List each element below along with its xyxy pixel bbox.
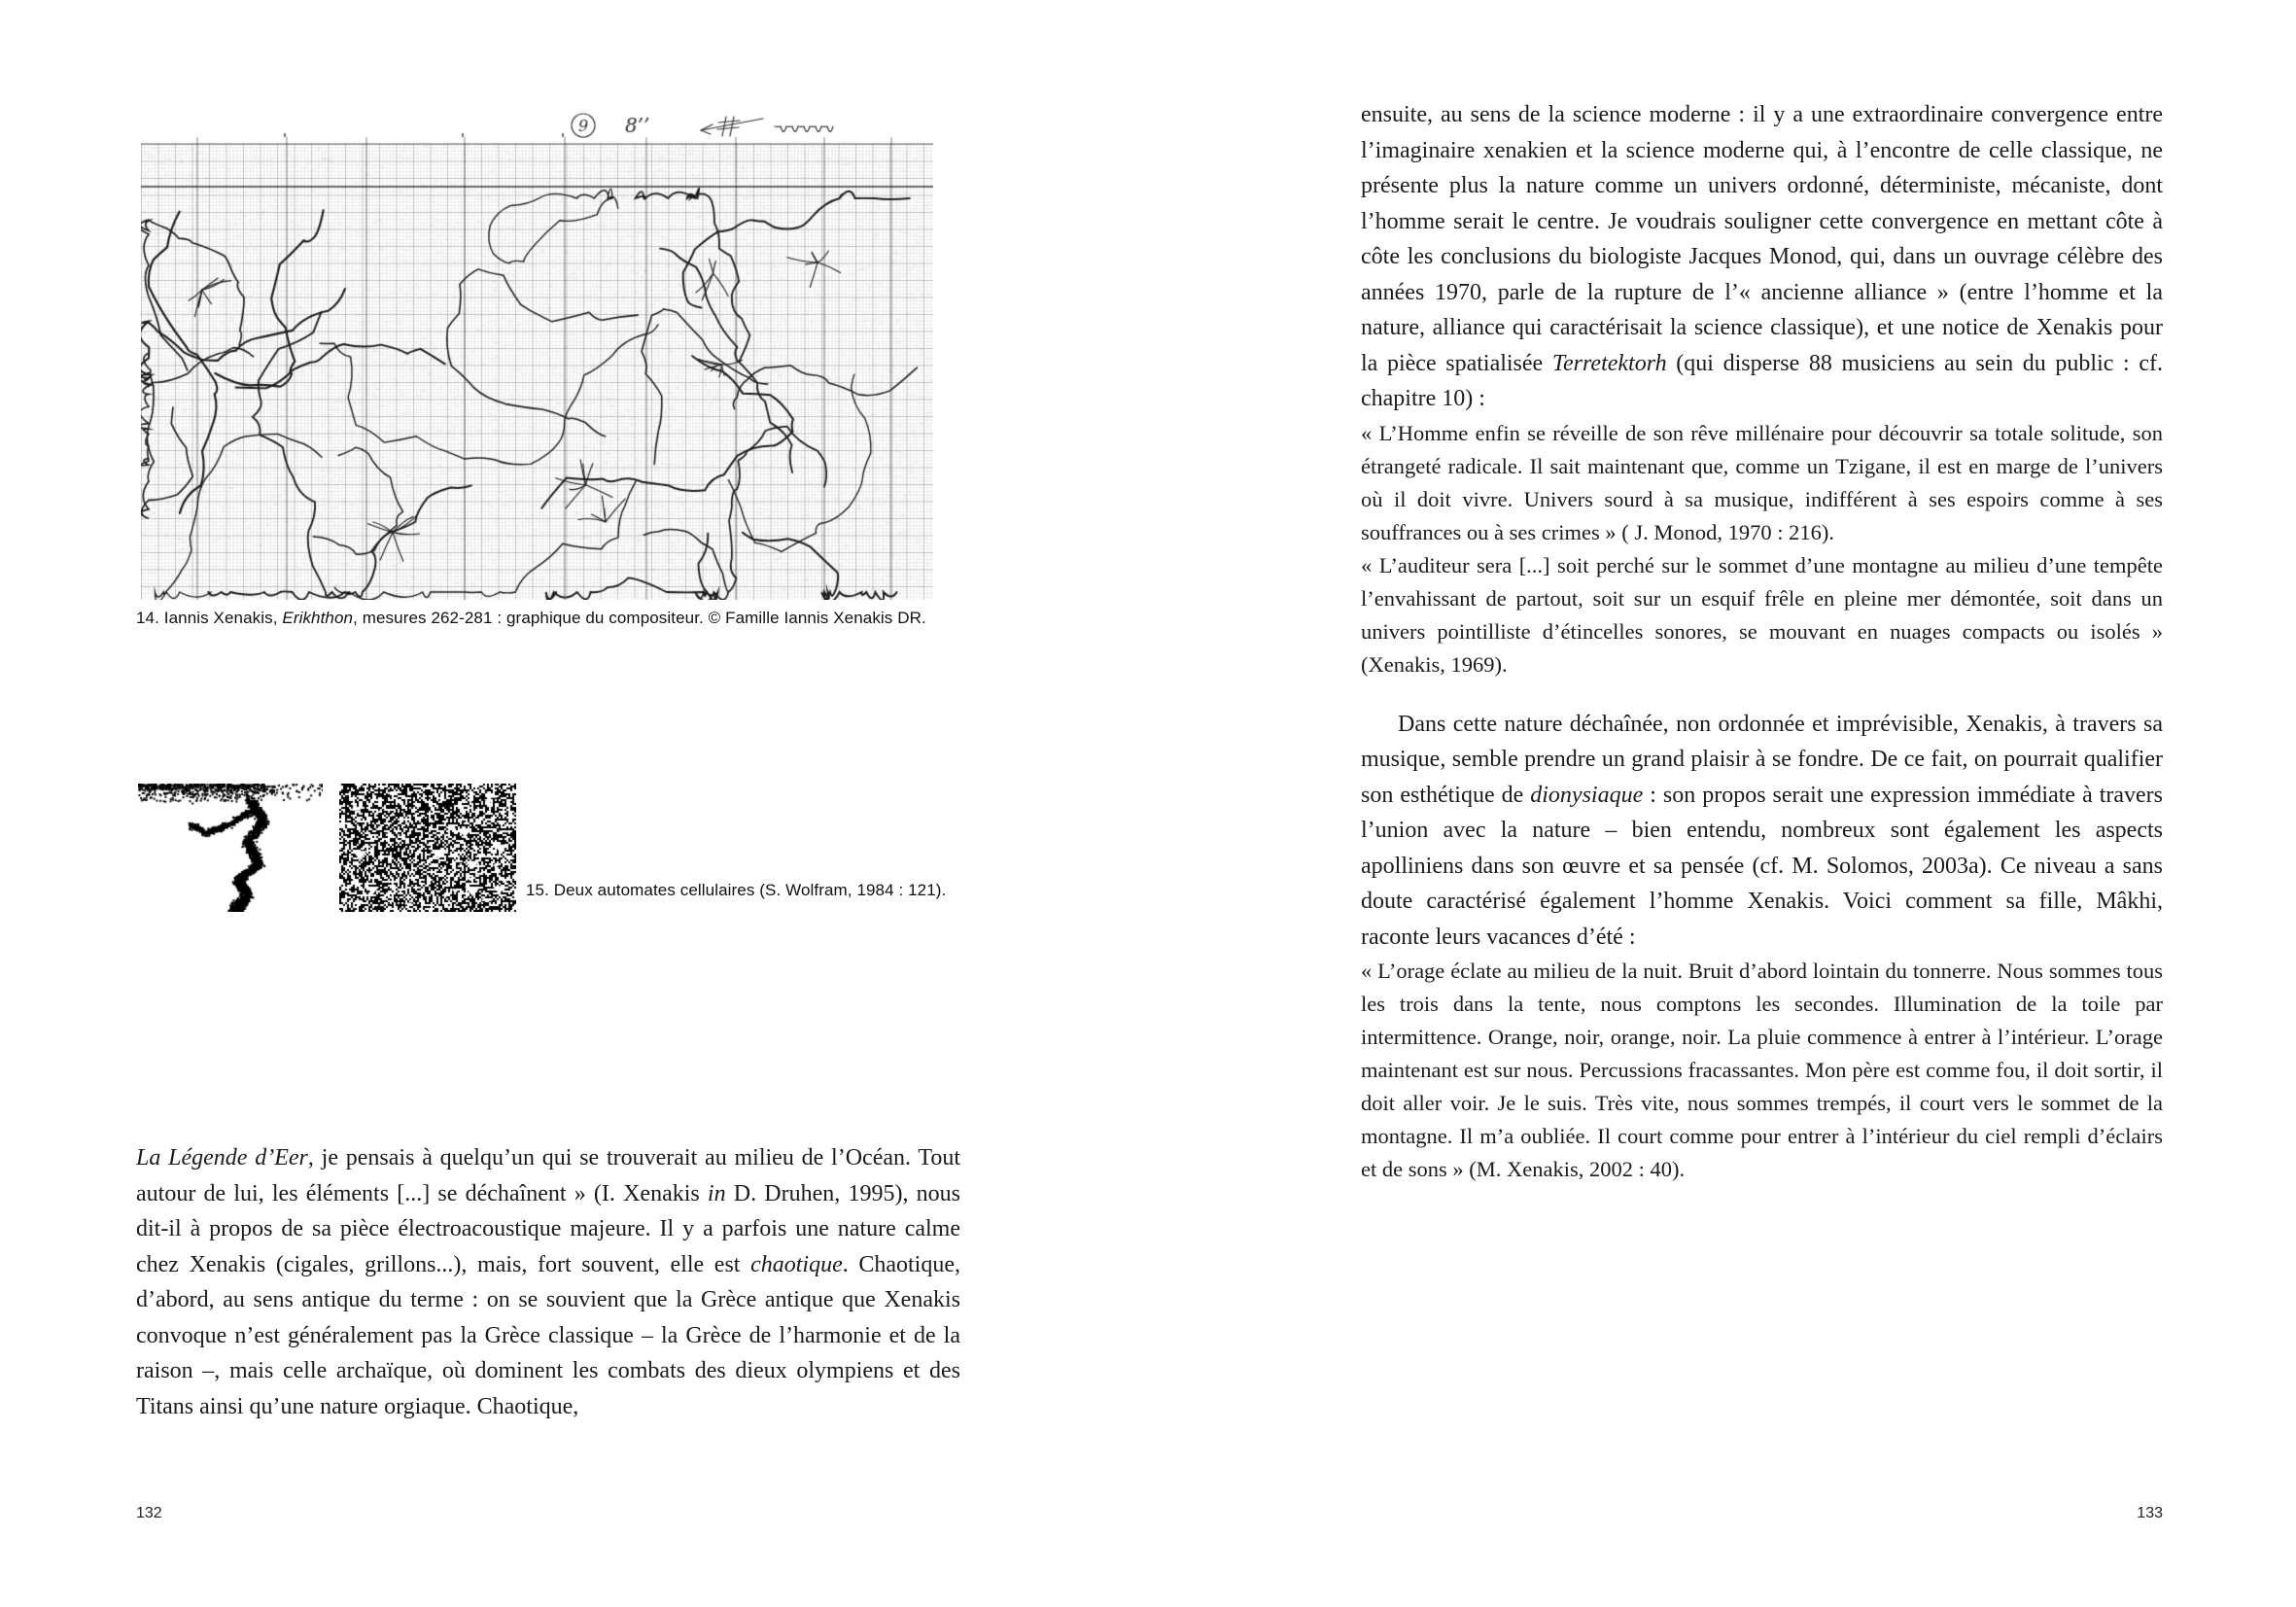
figure15-caption: 15. Deux automates cellulaires (S. Wolfram, 1984 : 121). (526, 881, 947, 899)
left-page-paragraph: La Légende d’Eer, je pensais à quelqu’un qui se trouverait au milieu de l’Océan. Tout autour de lui, les éléments [...] se déchaînent » (I. Xenakis in D. Druhen, 1995), nous dit-il à propos de sa pièce électroacoustique majeure. Il y a parfois une nature calme chez Xenakis (cigales, grillons...), mais, fort souvent, elle est chaotique. Chaotique, d’abord, au sens antique du terme : on se souvient que la Grèce antique que Xenakis convoque n’est généralement pas la Grèce classique – la Grèce de l’harmonie et de la raison –, mais celle archaïque, où dominent les combats des dieux olympiens et des Titans ainsi qu’une nature orgiaque. Chaotique, (136, 1145, 961, 1419)
monod-quote: « L’Homme enfin se réveille de son rêve millénaire pour découvrir sa totale solitude, son étrangeté radicale. Il sait maintenant que, comme un Tzigane, il est en marge de l’univers où il doit vivre. Univers sourd à sa musique, indifférent à ses espoirs comme à ses souffrances ou à ses crimes » ( J. Monod, 1970 : 216). (1361, 420, 2163, 544)
left-page-number: 132 (136, 1505, 162, 1521)
cellular-automaton-image-2 (339, 784, 516, 912)
right-page-text-column (1361, 97, 2163, 1186)
right-page-number: 133 (2137, 1505, 2163, 1521)
cellular-automaton-image-1 (138, 784, 323, 912)
right-page (1148, 0, 2296, 1607)
figure14-caption: 14. Iannis Xenakis, Erikhthon, mesures 262-281 : graphique du compositeur. © Famille Iannis Xenakis DR. (136, 609, 926, 627)
right-paragraph-1: ensuite, au sens de la science moderne : il y a une extraordinaire convergence entre l’imaginaire xenakien et la science moderne qui, à l’encontre de celle classique, ne présente plus la nature comme un univers ordonné, déterministe, mécaniste, dont l’homme serait le centre. Je voudrais souligner cette convergence en mettant côte à côte les conclusions du biologiste Jacques Monod, qui, dans un ouvrage célèbre des années 1970, parle de la rupture de l’« ancienne alliance » (entre l’homme et la nature, alliance qui caractérisait la science classique), et une notice de Xenakis pour la pièce spatialisée Terretektorh (qui disperse 88 musiciens au sein du public : cf. chapitre 10) : (1361, 102, 2164, 411)
right-paragraph-2: Dans cette nature déchaînée, non ordonnée et imprévisible, Xenakis, à travers sa musique, semble prendre un grand plaisir à se fondre. De ce fait, on pourrait qualifier son esthétique de dionysiaque : son propos serait une expression immédiate à travers l’union avec la nature – bien entendu, nombreux sont également les aspects apolliniens dans son œuvre et sa pensée (cf. M. Solomos, 2003a). Ce niveau a sans doute caractérisé également l’homme Xenakis. Voici comment sa fille, Mâkhi, raconte leurs vacances d’été : (1361, 711, 2163, 950)
erikhthon-score-figure (141, 109, 933, 600)
xenakis-1969-quote: « L’auditeur sera [...] soit perché sur le sommet d’une montagne au milieu d’une tempête l’envahissant de partout, soit sur un esquif frêle en pleine mer démontée, soit dans un univers pointilliste d’étincelles sonores, se mouvant en nuages compacts ou isolés » (Xenakis, 1969). (1361, 552, 2163, 677)
makhi-xenakis-quote: « L’orage éclate au milieu de la nuit. Bruit d’abord lointain du tonnerre. Nous sommes tous les trois dans la tente, nous comptons les secondes. Illumination de la toile par intermittence. Orange, noir, orange, noir. La pluie commence à entrer à l’intérieur. L’orage maintenant est sur nous. Percussions fracassantes. Mon père est comme fou, il doit sortir, il doit aller voir. Je le suis. Très vite, nous sommes trempés, il court vers le sommet de la montagne. Il m’a oubliée. Il court comme pour entrer à l’intérieur du ciel rempli d’éclairs et de sons » (M. Xenakis, 2002 : 40). (1361, 959, 2163, 1181)
